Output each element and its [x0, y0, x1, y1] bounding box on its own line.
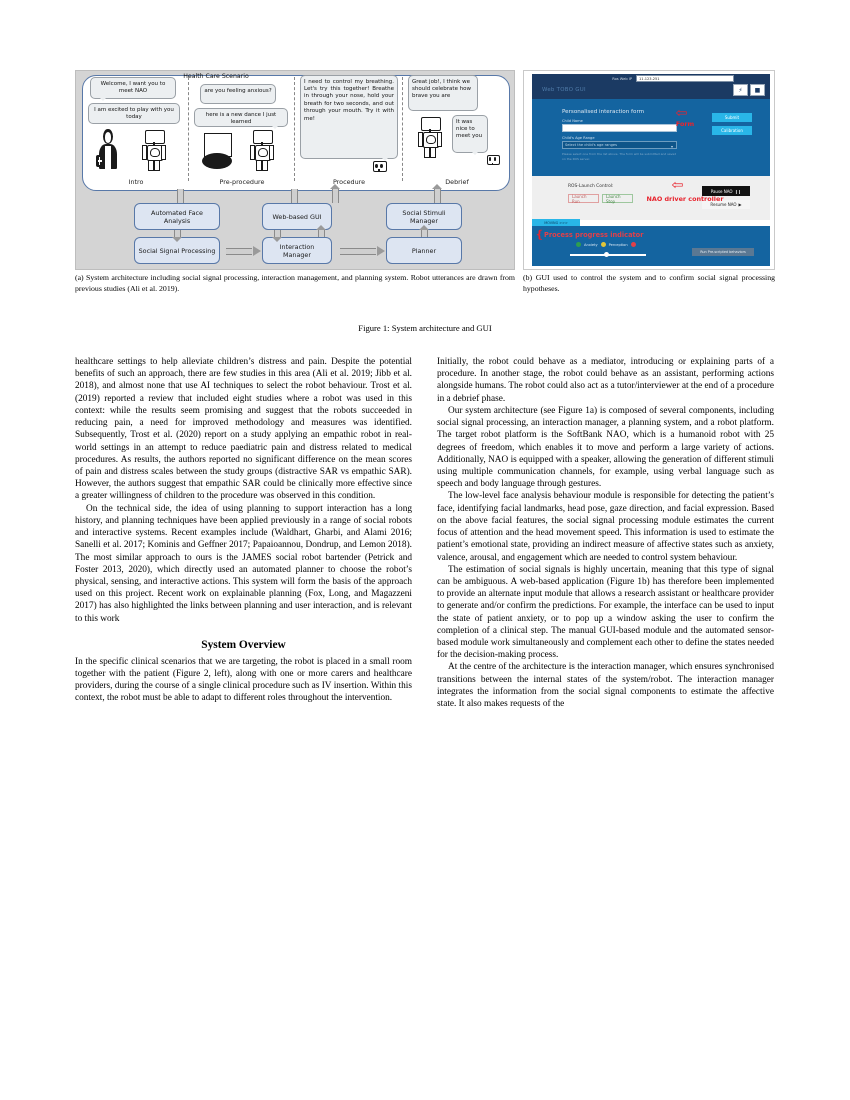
stage-label: Procedure	[332, 178, 366, 186]
nurse-icon	[96, 128, 120, 170]
module-planner: Planner	[386, 237, 462, 264]
arrow-down	[291, 189, 298, 203]
progress-slider[interactable]	[570, 254, 646, 256]
figure-1	[75, 70, 775, 270]
age-range-select[interactable]	[562, 141, 677, 149]
form-title: Personalised interaction form	[562, 109, 645, 115]
moving-status-tab[interactable]: MOVING >>>	[532, 219, 580, 227]
screen-icon	[202, 133, 232, 169]
stage-divider	[402, 77, 403, 181]
arrow-up	[318, 230, 325, 237]
age-range-help: Please select one from the list above. The form will be submitted and saved on the ROS server.	[562, 152, 677, 161]
module-interaction-manager: Interaction Manager	[262, 237, 332, 264]
preset-label: Run Pre-scripted behaviors	[700, 250, 746, 254]
age-range-label: Child's Age Range	[562, 136, 595, 140]
arrow-up	[332, 189, 339, 203]
module-social-signal-processing: Social Signal Processing	[134, 237, 220, 264]
stage-label: Intro	[128, 178, 144, 186]
paragraph: The low-level face analysis behaviour module is responsible for detecting the patient’s face, identifying facial landmarks, head pose, gaze direction, and facial expression. Based on the above facial features, the social signal processing module estimates the current focus of attention and the head movement speed. This information is used to estimate the patient’s emotional state, providing an indirect measure of affective states such as anxiety, valence, arousal, and engagement which are needed to control system behaviour.	[437, 491, 774, 563]
speech-bubble: I am excited to play with you today	[88, 103, 180, 124]
paragraph: Initially, the robot could behave as a mediator, introducing or explaining parts of a procedure. In another stage, the robot could behave as an assistant, performing actions alongside humans. The robot could also act as a tutor/interviewer at the end of a procedure in a debrief phase.	[437, 357, 774, 404]
signal-chip-row	[576, 242, 636, 247]
perception-label: Perception	[608, 242, 628, 247]
stage-divider	[294, 77, 295, 181]
paragraph: The estimation of social signals is highly uncertain, meaning that this type of signal can be ambiguous. A web-based application (Figure 1b) has therefore been implemented to provide an alternate input module that allows a research assistant or healthcare provider to generate and/or confirm the predictions. For example, the interface can be used to input the state of patient anxiety, or to pop up a window asking the user to confirm the completion of a clinical step. The manual GUI-based module and the automated sensor-based module work simultaneously and complement each other to define the states needed for the decision-making process.	[437, 564, 774, 661]
ros-launch-title: ROS-Launch Control:	[568, 184, 614, 189]
module-web-based-gui: Web-based GUI	[262, 203, 332, 230]
arrow-down	[177, 189, 184, 203]
annotation-arrow-form: ⇦	[675, 106, 688, 121]
stage-divider	[188, 77, 189, 181]
run-prescripted-behaviors-button[interactable]	[692, 248, 754, 256]
arrow-up	[434, 189, 441, 203]
subfigure-b-gui	[523, 70, 775, 270]
gui-progress-panel	[532, 226, 770, 266]
progress-indicator-title: Process progress indicator	[544, 231, 644, 239]
paragraph: On the technical side, the idea of using planning to support interaction has a long history, and planning techniques have been applied previously in a range of social robots and interactive systems. Recent examples include (Waldhart, Gharbi, and Alami 2016; Sanelli et al. 2017; Kominis and Geffner 2017; Papaioannou, Dondrup, and Lemon 2018). The most similar approach to ours is the JAMES social robot bartender (Petrick and Foster 2013, 2020), which directly used an automated planner to choose the robot’s physical, sensing, and interactive actions. This system will form the basis of the approach used on this project. Recent work on explainable planning (Fox, Long, and Magazzeni 2017) has also highlighted the links between planning and user interaction, and is relevant to this work	[75, 503, 412, 624]
annotation-arrow-nao-driver: ⇦	[671, 178, 684, 193]
ros-web-ip-input[interactable]: 11.123.251	[636, 75, 734, 82]
speech-bubble: I need to control my breathing. Let's try this together! Breathe in through your nose, hold your breath for two seconds, and out through your mouth. Try it with me!	[300, 75, 398, 159]
architecture-diagram	[75, 70, 515, 270]
stage-procedure	[296, 71, 402, 187]
perception-status-dot	[601, 242, 606, 247]
scenario-title: Health Care Scenario	[183, 73, 249, 80]
annotation-nao-driver: NAO driver controller	[646, 195, 724, 203]
age-range-value: Select the child's age ranges	[565, 143, 617, 147]
anxiety-label: Anxiety	[584, 242, 598, 247]
figure-caption: Figure 1: System architecture and GUI	[358, 323, 492, 333]
module-automated-face-analysis: Automated Face Analysis	[134, 203, 220, 230]
launch-run-button[interactable]: Launch Run	[568, 194, 599, 203]
annotation-brace-progress: ❴	[535, 228, 545, 241]
pause-nao-label: Pause NAO	[710, 188, 733, 194]
pause-icon: ❙❙	[734, 188, 742, 194]
child-name-input[interactable]	[562, 124, 677, 132]
child-name-label: Child Name	[562, 119, 583, 123]
caption-a: (a) System architecture including social signal processing, interaction management, and planning system. Robot utterances are drawn from previous studies (Ali et al. 2019).	[75, 273, 515, 294]
subfigure-a-architecture	[75, 70, 515, 270]
anxiety-status-dot	[576, 242, 581, 247]
robot-icon	[416, 115, 444, 157]
paragraph: Our system architecture (see Figure 1a) is composed of several components, including social signal processing, an interaction manager, a planning system, and a robot platform. The target robot platform is the SoftBank NAO, which is a humanoid robot with 25 degrees of freedom, which enables it to move and perform a large variety of actions. Additionally, NAO is equipped with a speaker, allowing the generation of different stimuli using multiple communication channels, for example, using verbal language such as speech and body language through gestures.	[437, 405, 774, 490]
arrow-right	[226, 248, 252, 255]
speech-bubble: It was nice to meet you	[452, 115, 488, 153]
gui-brand-label: Web TOBO GUI	[542, 87, 586, 93]
right-column	[437, 356, 774, 710]
robot-head-icon	[484, 154, 501, 167]
body-columns	[75, 356, 775, 710]
speech-bubble: are you feeling anxious?	[200, 84, 276, 104]
stage-debrief	[404, 71, 510, 187]
gui-form-panel	[532, 99, 770, 176]
caption-b: (b) GUI used to control the system and to confirm social signal processing hypotheses.	[523, 273, 775, 294]
paragraph: healthcare settings to help alleviate children’s distress and pain. Despite the potential benefits of such an approach, there are few studies in this area (Ali et al. 2019; Jibb et al. 2018), and almost none that use AI techniques to select the robot behaviour. Trost et al. (2019) reported a review that included eight studies where a robot was used in this context: while the results seem promising and suggest that the robots succeeded in reducing pain, a need for improved methodology and measures was identified. Subsequently, Trost et al. (2020) report on a study applying an empathic robot in real-world settings in an attempt to reduce paediatric pain and distress related to medical procedures. As results, the authors reported no significant difference on the mean scores of pain and distress scales between the study groups (distractive SAR vs empathic SAR). However, the authors suggest that empathic SAR could be clinically more effective since a greater willingness of children to the procedure was observed in this condition.	[75, 357, 412, 502]
submit-button[interactable]: Submit	[712, 113, 752, 122]
alert-status-dot	[631, 242, 636, 247]
subfigure-captions	[75, 272, 775, 295]
left-column	[75, 356, 412, 710]
stage-label: Pre-procedure	[219, 178, 265, 186]
speech-bubble: here is a new dance I just learned	[194, 108, 288, 127]
speech-bubble: Welcome, I want you to meet NAO	[90, 77, 176, 99]
robot-icon	[248, 128, 276, 170]
gui-screenshot	[523, 70, 775, 270]
gui-topbar	[532, 74, 770, 99]
stage-pre-procedure	[190, 71, 294, 187]
resume-nao-label: Resume NAO	[710, 202, 737, 207]
speech-bubble: Great job!, I think we should celebrate how brave you are	[408, 75, 478, 111]
annotation-form: Form	[675, 120, 695, 128]
paragraph: At the centre of the architecture is the interaction manager, which ensures synchronised transitions between the internal states of the system/robot. The interaction manager integrates the information from the social signal components to estimate the affective state. It also makes requests of the	[437, 662, 774, 710]
slider-knob[interactable]	[604, 252, 609, 257]
paragraph: In the specific clinical scenarios that we are targeting, the robot is placed in a small room together with the patient (Figure 2, left), along with one or more carers and healthcare providers, during the course of a single clinical procedure such as IV insertion. Within this context, the robot must be able to adapt to different roles throughout the intervention.	[75, 656, 412, 704]
calibration-button[interactable]: Calibration	[712, 126, 752, 135]
play-icon: ▶	[738, 202, 742, 207]
connect-icon[interactable]: ⚡	[733, 84, 748, 96]
arrow-down	[174, 230, 181, 237]
stage-intro	[84, 71, 188, 187]
robot-head-icon	[370, 160, 388, 174]
arrow-up	[421, 230, 428, 237]
chevron-down-icon: ▾	[670, 144, 673, 149]
settings-icon[interactable]: ■	[750, 84, 765, 96]
robot-icon	[140, 128, 168, 170]
launch-stop-button[interactable]: Launch Stop	[602, 194, 633, 203]
arrow-right	[340, 248, 376, 255]
module-social-stimuli-manager: Social Stimuli Manager	[386, 203, 462, 230]
ros-web-ip-label: Ros Web IP	[612, 77, 632, 81]
section-heading-system-overview: System Overview	[201, 638, 286, 651]
arrow-down	[274, 230, 281, 237]
stage-label: Debrief	[445, 178, 469, 186]
